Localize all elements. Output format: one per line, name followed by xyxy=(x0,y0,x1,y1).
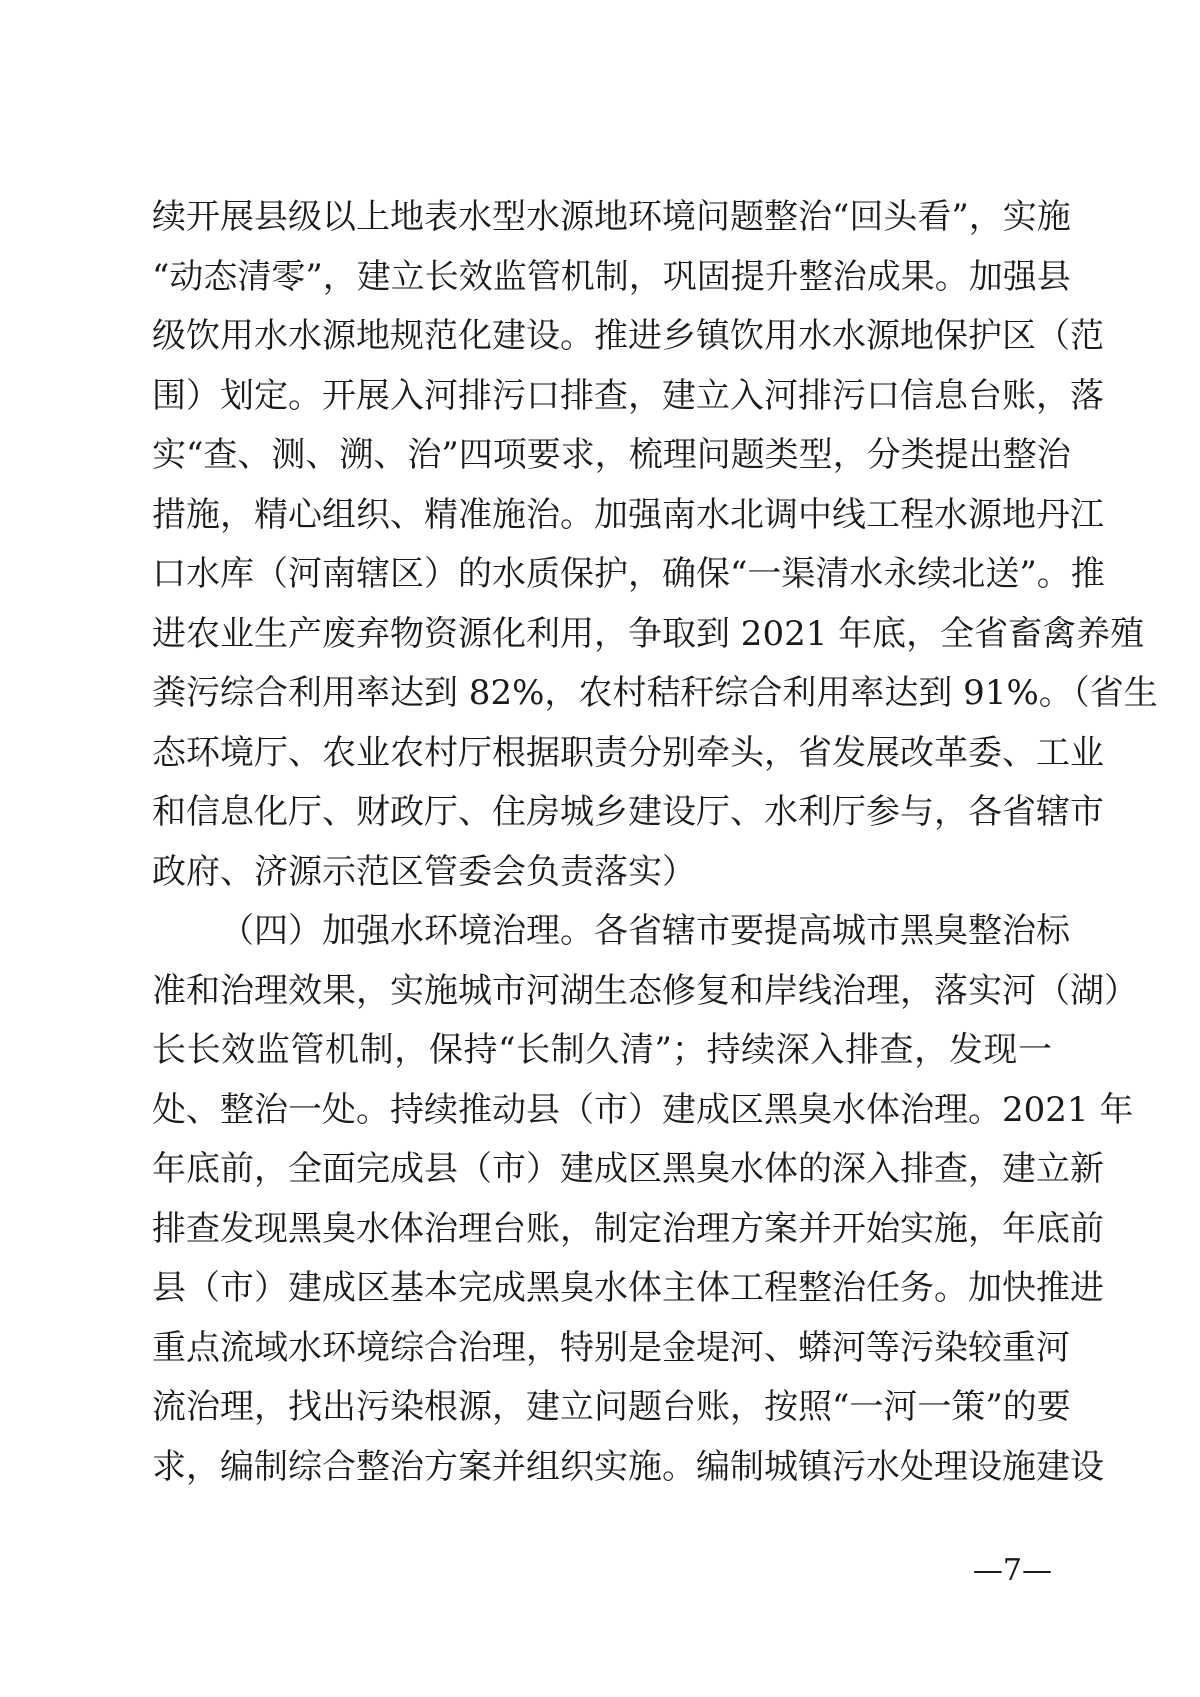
text-line: 政府、济源示范区管委会负责落实） xyxy=(152,851,696,892)
text-line: 年底前，全面完成县（市）建成区黑臭水体的深入排查，建立新 xyxy=(152,1149,1104,1189)
text-line: 重点流域水环境综合治理，特别是金堤河、蟒河等污染较重河 xyxy=(152,1327,1070,1368)
section-heading-line: （四）加强水环境治理。各省辖市要提高城市黑臭整治标 xyxy=(220,911,1070,951)
text-line: 口水库（河南辖区）的水质保护，确保“一渠清水永续北送”。推 xyxy=(152,554,1105,594)
text-line: 实“查、测、溯、治”四项要求，梳理问题类型，分类提出整治 xyxy=(152,435,1071,475)
text-line: 求，编制综合整治方案并组织实施。编制城镇污水处理设施建设 xyxy=(152,1446,1104,1487)
text-line: 和信息化厅、财政厅、住房城乡建设厅、水利厅参与，各省辖市 xyxy=(152,792,1104,832)
text-line: “动态清零”，建立长效监管机制，巩固提升整治成果。加强县 xyxy=(152,256,1071,297)
text-line: 级饮用水水源地规范化建设。推进乡镇饮用水水源地保护区（范 xyxy=(152,316,1104,356)
text-line: 县（市）建成区基本完成黑臭水体主体工程整治任务。加快推进 xyxy=(152,1268,1104,1308)
text-line: 措施，精心组织、精准施治。加强南水北调中线工程水源地丹江 xyxy=(152,494,1104,535)
text-line: 续开展县级以上地表水型水源地环境问题整治“回头看”，实施 xyxy=(152,197,1071,237)
text-line: 长长效监管机制，保持“长制久清”；持续深入排查，发现一 xyxy=(152,1030,1052,1070)
text-line: 进农业生产废弃物资源化利用，争取到 2021 年底，全省畜禽养殖 xyxy=(152,613,1145,654)
body-text xyxy=(152,188,1158,1497)
text-line: 流治理，找出污染根源，建立问题台账，按照“一河一策”的要 xyxy=(152,1387,1071,1427)
text-line: 准和治理效果，实施城市河湖生态修复和岸线治理，落实河（湖） xyxy=(152,970,1138,1011)
text-line: 围）划定。开展入河排污口排查，建立入河排污口信息台账，落 xyxy=(152,375,1104,416)
text-line: 粪污综合利用率达到 82%，农村秸秆综合利用率达到 91%。（省生 xyxy=(152,673,1158,713)
text-line: 排查发现黑臭水体治理台账，制定治理方案并开始实施，年底前 xyxy=(152,1208,1104,1249)
text-line: 态环境厅、农业农村厅根据职责分别牵头，省发展改革委、工业 xyxy=(152,732,1104,773)
text-line: 处、整治一处。持续推动县（市）建成区黑臭水体治理。2021 年 xyxy=(152,1089,1134,1130)
page-number: —7— xyxy=(972,1553,1052,1588)
